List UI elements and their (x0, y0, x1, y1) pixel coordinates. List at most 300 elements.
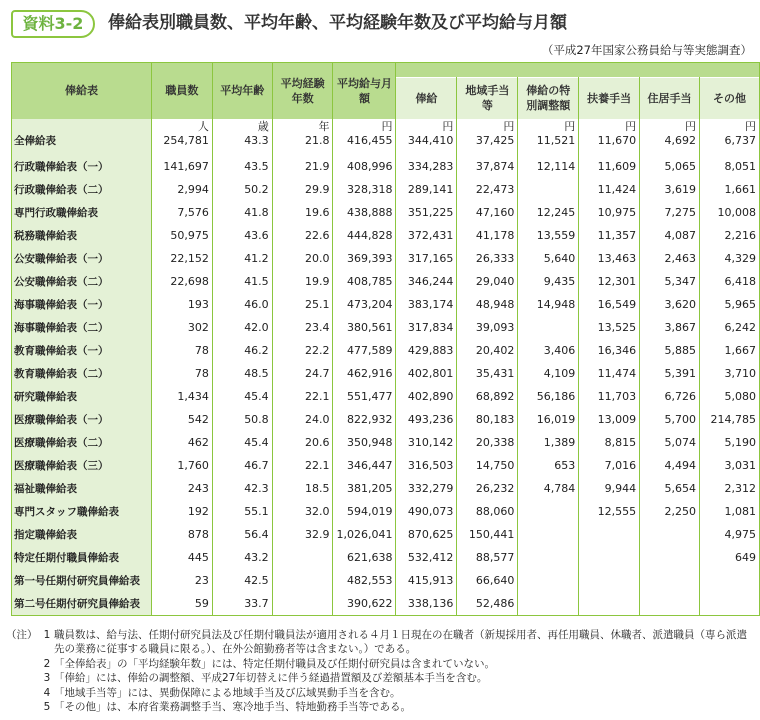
table-cell: 193 (151, 293, 212, 316)
row-label: 税務職俸給表 (12, 224, 152, 247)
table-cell (518, 523, 579, 546)
table-cell: 551,477 (333, 385, 396, 408)
table-cell: 2,463 (640, 247, 700, 270)
table-cell: 39,093 (457, 316, 518, 339)
table-cell: 13,009 (579, 408, 640, 431)
table-cell: 43.3 (212, 133, 272, 155)
table-cell (640, 523, 700, 546)
table-cell: 43.5 (212, 155, 272, 178)
table-cell: 24.7 (272, 362, 333, 385)
table-cell: 14,948 (518, 293, 579, 316)
table-row (12, 270, 760, 293)
header-regional: 地域手当等 (457, 78, 518, 119)
table-cell (579, 569, 640, 592)
table-cell: 334,283 (396, 155, 457, 178)
note-number: 4 (43, 686, 51, 699)
row-label: 行政職俸給表（一） (12, 155, 152, 178)
table-cell: 26,232 (457, 477, 518, 500)
table-cell (640, 569, 700, 592)
table-cell: 5,654 (640, 477, 700, 500)
table-cell: 4,109 (518, 362, 579, 385)
table-cell: 1,760 (151, 454, 212, 477)
table-cell: 22.2 (272, 339, 333, 362)
table-cell: 6,737 (699, 133, 759, 155)
header-family: 扶養手当 (579, 78, 640, 119)
table-cell (518, 178, 579, 201)
table-row (12, 592, 760, 616)
table-cell: 3,031 (699, 454, 759, 477)
table-cell: 870,625 (396, 523, 457, 546)
table-cell: 50,975 (151, 224, 212, 247)
note-text: 「地域手当等」には、異動保障による地域手当及び広域異動手当を含む。 (54, 686, 401, 699)
table-cell: 5,700 (640, 408, 700, 431)
table-cell: 214,785 (699, 408, 759, 431)
units-spacer (12, 119, 152, 133)
salary-table (11, 62, 760, 616)
page-title: 俸給表別職員数、平均年齢、平均経験年数及び平均給与月額 (108, 13, 567, 33)
table-cell: 88,577 (457, 546, 518, 569)
table-row (12, 339, 760, 362)
table-cell: 4,087 (640, 224, 700, 247)
table-cell: 16,346 (579, 339, 640, 362)
table-cell: 35,431 (457, 362, 518, 385)
table-cell: 1,661 (699, 178, 759, 201)
note-item (6, 686, 756, 700)
table-cell: 22,152 (151, 247, 212, 270)
table-cell: 19.6 (272, 201, 333, 224)
row-label: 専門スタッフ職俸給表 (12, 500, 152, 523)
table-row (12, 293, 760, 316)
table-cell: 37,874 (457, 155, 518, 178)
table-cell: 37,425 (457, 133, 518, 155)
note-number: 5 (43, 701, 51, 714)
table-cell: 20,338 (457, 431, 518, 454)
table-cell: 6,726 (640, 385, 700, 408)
unit-label: 円 (457, 119, 518, 133)
table-cell: 13,559 (518, 224, 579, 247)
table-cell: 29,040 (457, 270, 518, 293)
table-cell: 78 (151, 362, 212, 385)
table-cell: 1,667 (699, 339, 759, 362)
table-cell: 408,785 (333, 270, 396, 293)
table-cell: 45.4 (212, 385, 272, 408)
table-cell: 7,016 (579, 454, 640, 477)
table-cell: 16,019 (518, 408, 579, 431)
table-row (12, 178, 760, 201)
table-cell: 2,216 (699, 224, 759, 247)
table-cell: 338,136 (396, 592, 457, 616)
table-cell: 12,245 (518, 201, 579, 224)
table-cell: 445 (151, 546, 212, 569)
table-cell: 5,965 (699, 293, 759, 316)
notes-label: （注） (6, 629, 38, 641)
table-row (12, 454, 760, 477)
note-item (6, 657, 756, 671)
table-cell: 2,994 (151, 178, 212, 201)
table-cell: 9,944 (579, 477, 640, 500)
table-cell: 317,834 (396, 316, 457, 339)
table-cell: 56.4 (212, 523, 272, 546)
table-cell: 11,474 (579, 362, 640, 385)
table-cell: 13,525 (579, 316, 640, 339)
table-cell: 3,620 (640, 293, 700, 316)
table-cell: 50.2 (212, 178, 272, 201)
table-cell: 3,710 (699, 362, 759, 385)
table-row (12, 523, 760, 546)
table-cell: 50.8 (212, 408, 272, 431)
table-cell: 16,549 (579, 293, 640, 316)
table-row (12, 362, 760, 385)
table-cell: 26,333 (457, 247, 518, 270)
notes (6, 628, 756, 714)
notes-label (6, 686, 40, 700)
row-label: 教育職俸給表（二） (12, 362, 152, 385)
table-cell: 542 (151, 408, 212, 431)
table-cell: 490,073 (396, 500, 457, 523)
table-cell: 2,312 (699, 477, 759, 500)
table-cell: 10,008 (699, 201, 759, 224)
table-cell: 310,142 (396, 431, 457, 454)
table-cell: 52,486 (457, 592, 518, 616)
table-cell: 649 (699, 546, 759, 569)
header-experience: 平均経験年数 (272, 63, 333, 119)
table-cell: 473,204 (333, 293, 396, 316)
table-cell: 12,555 (579, 500, 640, 523)
table-cell: 5,074 (640, 431, 700, 454)
table-cell: 416,455 (333, 133, 396, 155)
table-cell: 493,236 (396, 408, 457, 431)
table-cell: 8,815 (579, 431, 640, 454)
table-cell: 878 (151, 523, 212, 546)
table-cell: 8,051 (699, 155, 759, 178)
table-cell (699, 592, 759, 616)
table-cell: 20.6 (272, 431, 333, 454)
row-label: 海事職俸給表（一） (12, 293, 152, 316)
table-cell: 42.5 (212, 569, 272, 592)
unit-label: 人 (151, 119, 212, 133)
table-cell: 482,553 (333, 569, 396, 592)
table-cell: 653 (518, 454, 579, 477)
table-cell: 3,619 (640, 178, 700, 201)
unit-label: 円 (518, 119, 579, 133)
table-cell: 22,698 (151, 270, 212, 293)
table-cell: 43.2 (212, 546, 272, 569)
row-label: 公安職俸給表（二） (12, 270, 152, 293)
table-cell (518, 569, 579, 592)
table-cell: 5,347 (640, 270, 700, 293)
table-cell: 11,670 (579, 133, 640, 155)
table-cell (518, 592, 579, 616)
table-cell: 10,975 (579, 201, 640, 224)
table-cell: 24.0 (272, 408, 333, 431)
table-cell: 46.0 (212, 293, 272, 316)
table-cell: 822,932 (333, 408, 396, 431)
note-number: 2 (43, 657, 51, 670)
table-cell: 5,885 (640, 339, 700, 362)
table-cell: 7,275 (640, 201, 700, 224)
table-cell (272, 592, 333, 616)
unit-label: 年 (272, 119, 333, 133)
note-text: 「全俸給表」の「平均経験年数」には、特定任期付職員及び任期付研究員は含まれていない。 (54, 657, 495, 670)
header-other: その他 (699, 78, 759, 119)
table-cell: 33.7 (212, 592, 272, 616)
table-row (12, 316, 760, 339)
row-label: 研究職俸給表 (12, 385, 152, 408)
row-label: 海事職俸給表（二） (12, 316, 152, 339)
row-label: 行政職俸給表（二） (12, 178, 152, 201)
table-cell: 621,638 (333, 546, 396, 569)
table-cell: 4,494 (640, 454, 700, 477)
table-cell: 12,114 (518, 155, 579, 178)
row-label: 全俸給表 (12, 133, 152, 155)
table-row (12, 500, 760, 523)
table-cell: 317,165 (396, 247, 457, 270)
table-cell (272, 569, 333, 592)
table-cell: 1,026,041 (333, 523, 396, 546)
table-cell: 462 (151, 431, 212, 454)
row-label: 医療職俸給表（二） (12, 431, 152, 454)
table-cell: 48.5 (212, 362, 272, 385)
table-cell: 32.0 (272, 500, 333, 523)
table-cell: 22.6 (272, 224, 333, 247)
table-cell: 302 (151, 316, 212, 339)
note-item (6, 628, 756, 657)
table-cell: 12,301 (579, 270, 640, 293)
table-cell: 23.4 (272, 316, 333, 339)
row-label: 教育職俸給表（一） (12, 339, 152, 362)
table-cell: 13,463 (579, 247, 640, 270)
row-label: 第二号任期付研究員俸給表 (12, 592, 152, 616)
table-cell: 41.5 (212, 270, 272, 293)
note-text: 「その他」は、本府省業務調整手当、寒冷地手当、特地勤務手当等である。 (54, 701, 411, 714)
table-cell: 5,640 (518, 247, 579, 270)
table-cell: 42.0 (212, 316, 272, 339)
table-cell: 402,890 (396, 385, 457, 408)
table-cell: 11,703 (579, 385, 640, 408)
table-cell: 350,948 (333, 431, 396, 454)
table-cell: 22.1 (272, 385, 333, 408)
row-label: 専門行政職俸給表 (12, 201, 152, 224)
header-age: 平均年齢 (212, 63, 272, 119)
table-cell: 45.4 (212, 431, 272, 454)
table-cell: 48,948 (457, 293, 518, 316)
table-cell: 23 (151, 569, 212, 592)
table-cell: 4,784 (518, 477, 579, 500)
table-row (12, 224, 760, 247)
table-cell: 332,279 (396, 477, 457, 500)
table-cell: 383,174 (396, 293, 457, 316)
header-staff: 職員数 (151, 63, 212, 119)
table-cell: 243 (151, 477, 212, 500)
table-cell (640, 546, 700, 569)
table-cell: 380,561 (333, 316, 396, 339)
table-cell: 20,402 (457, 339, 518, 362)
table-cell: 429,883 (396, 339, 457, 362)
table-cell: 4,975 (699, 523, 759, 546)
table-cell: 351,225 (396, 201, 457, 224)
table-cell: 5,080 (699, 385, 759, 408)
header-salary-table: 俸給表 (12, 63, 152, 119)
table-cell: 316,503 (396, 454, 457, 477)
table-cell: 532,412 (396, 546, 457, 569)
table-cell (272, 546, 333, 569)
table-cell: 408,996 (333, 155, 396, 178)
header-breakdown-band (396, 63, 760, 78)
table-cell: 11,609 (579, 155, 640, 178)
table-cell: 22.1 (272, 454, 333, 477)
note-number: 1 (43, 629, 51, 641)
table-cell: 80,183 (457, 408, 518, 431)
table-cell: 11,357 (579, 224, 640, 247)
row-label: 第一号任期付研究員俸給表 (12, 569, 152, 592)
table-cell: 192 (151, 500, 212, 523)
header-housing: 住居手当 (640, 78, 700, 119)
table-row (12, 477, 760, 500)
unit-label: 円 (396, 119, 457, 133)
table-cell: 32.9 (272, 523, 333, 546)
unit-label: 円 (333, 119, 396, 133)
table-row (12, 408, 760, 431)
unit-label: 歳 (212, 119, 272, 133)
header-avg-pay: 平均給与月額 (333, 63, 396, 119)
table-cell: 5,391 (640, 362, 700, 385)
note-text: 「俸給」には、俸給の調整額、平成27年切替えに伴う経過措置額及び差額基本手当を含む。 (54, 672, 488, 685)
table-cell: 4,692 (640, 133, 700, 155)
table-row (12, 569, 760, 592)
table-cell: 21.8 (272, 133, 333, 155)
table-cell: 21.9 (272, 155, 333, 178)
table-cell: 150,441 (457, 523, 518, 546)
header-special: 俸給の特別調整額 (518, 78, 579, 119)
table-cell: 5,065 (640, 155, 700, 178)
unit-label: 円 (640, 119, 700, 133)
table-cell: 1,434 (151, 385, 212, 408)
table-cell: 88,060 (457, 500, 518, 523)
note-item (6, 700, 756, 714)
table-cell: 19.9 (272, 270, 333, 293)
table-row (12, 546, 760, 569)
table-cell: 29.9 (272, 178, 333, 201)
table-row (12, 247, 760, 270)
unit-label: 円 (699, 119, 759, 133)
table-cell (579, 546, 640, 569)
table-cell: 46.7 (212, 454, 272, 477)
note-text: 職員数は、給与法、任期付研究員法及び任期付職員法が適用される４月１日現在の在職者（新規採用者、再任用職員、休職者、派遣職員（専ら派遣先の業務に従事する職員に限る。）、在外公館勤務者等は含まない。）である。 (54, 629, 747, 656)
table-cell: 438,888 (333, 201, 396, 224)
table-cell: 381,205 (333, 477, 396, 500)
table-cell: 3,406 (518, 339, 579, 362)
row-label: 医療職俸給表（三） (12, 454, 152, 477)
notes-label (6, 671, 40, 685)
table-cell: 11,424 (579, 178, 640, 201)
table-cell: 2,250 (640, 500, 700, 523)
units-row (12, 119, 760, 133)
table-cell: 59 (151, 592, 212, 616)
row-label: 福祉職俸給表 (12, 477, 152, 500)
table-cell (640, 592, 700, 616)
table-cell: 254,781 (151, 133, 212, 155)
table-cell: 43.6 (212, 224, 272, 247)
table-cell: 402,801 (396, 362, 457, 385)
table-cell: 14,750 (457, 454, 518, 477)
table-cell: 346,447 (333, 454, 396, 477)
table-cell: 42.3 (212, 477, 272, 500)
table-cell: 41.2 (212, 247, 272, 270)
table-cell: 9,435 (518, 270, 579, 293)
table-cell: 68,892 (457, 385, 518, 408)
source-note: （平成27年国家公務員給与等実態調査） (541, 43, 752, 57)
table-row (12, 385, 760, 408)
table-row (12, 201, 760, 224)
table-cell: 6,418 (699, 270, 759, 293)
table-cell: 22,473 (457, 178, 518, 201)
table-cell (518, 316, 579, 339)
table-cell: 3,867 (640, 316, 700, 339)
table-cell: 25.1 (272, 293, 333, 316)
table-cell: 4,329 (699, 247, 759, 270)
table-cell (579, 523, 640, 546)
table-row (12, 133, 760, 155)
note-item (6, 671, 756, 685)
table-cell: 66,640 (457, 569, 518, 592)
table-cell: 47,160 (457, 201, 518, 224)
note-number: 3 (43, 672, 51, 685)
table-cell: 56,186 (518, 385, 579, 408)
table-cell: 594,019 (333, 500, 396, 523)
table-cell: 369,393 (333, 247, 396, 270)
row-label: 公安職俸給表（一） (12, 247, 152, 270)
row-label: 特定任期付職員俸給表 (12, 546, 152, 569)
table-cell: 344,410 (396, 133, 457, 155)
table-row (12, 431, 760, 454)
unit-label: 円 (579, 119, 640, 133)
table-cell: 18.5 (272, 477, 333, 500)
table-cell: 1,389 (518, 431, 579, 454)
table-cell: 328,318 (333, 178, 396, 201)
row-label: 医療職俸給表（一） (12, 408, 152, 431)
table-cell: 20.0 (272, 247, 333, 270)
table-cell: 444,828 (333, 224, 396, 247)
table-cell: 6,242 (699, 316, 759, 339)
table-cell (518, 546, 579, 569)
table-cell (699, 569, 759, 592)
table-cell: 390,622 (333, 592, 396, 616)
table-cell: 78 (151, 339, 212, 362)
table-cell: 41.8 (212, 201, 272, 224)
header-base-pay: 俸給 (396, 78, 457, 119)
table-cell: 5,190 (699, 431, 759, 454)
table-cell: 289,141 (396, 178, 457, 201)
table-cell: 55.1 (212, 500, 272, 523)
notes-label (6, 657, 40, 671)
row-label: 指定職俸給表 (12, 523, 152, 546)
table-cell: 141,697 (151, 155, 212, 178)
table-cell: 372,431 (396, 224, 457, 247)
table-cell: 462,916 (333, 362, 396, 385)
table-cell (518, 500, 579, 523)
table-cell: 1,081 (699, 500, 759, 523)
table-row (12, 155, 760, 178)
table-cell: 7,576 (151, 201, 212, 224)
table-cell: 11,521 (518, 133, 579, 155)
table-cell: 41,178 (457, 224, 518, 247)
table-cell: 346,244 (396, 270, 457, 293)
notes-label (6, 700, 40, 714)
document-badge: 資料3-2 (11, 10, 95, 38)
table-cell (579, 592, 640, 616)
table-cell: 415,913 (396, 569, 457, 592)
table-cell: 477,589 (333, 339, 396, 362)
